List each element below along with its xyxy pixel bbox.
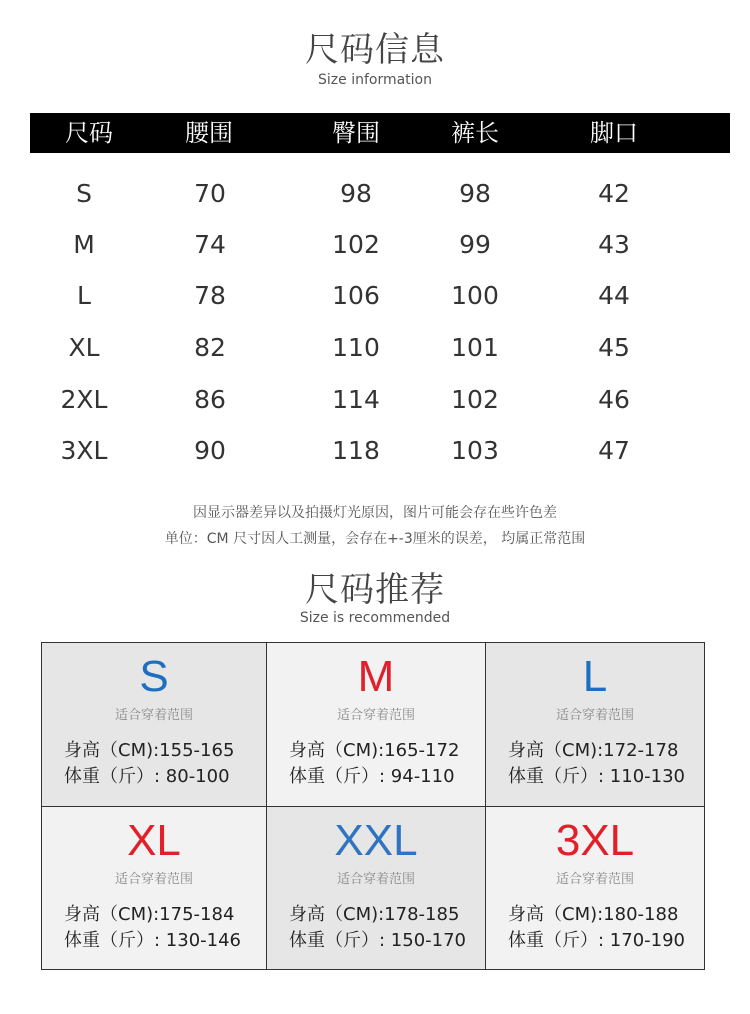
size-letter: XXL bbox=[334, 816, 418, 865]
cell-hip: 110 bbox=[332, 333, 380, 362]
size-letter: XL bbox=[127, 816, 181, 865]
cell-waist: 70 bbox=[194, 179, 226, 208]
height-range: 身高（CM):165-172 bbox=[289, 740, 460, 761]
cell-hip: 106 bbox=[332, 281, 380, 310]
weight-range: 体重（斤）: 150-170 bbox=[289, 930, 466, 951]
size-info-title: 尺码信息 bbox=[305, 30, 445, 70]
size-info-subtitle: Size information bbox=[318, 72, 432, 88]
height-range: 身高（CM):175-184 bbox=[64, 904, 235, 925]
cell-hem: 42 bbox=[598, 179, 630, 208]
size-card-3xl bbox=[486, 807, 704, 969]
cell-waist: 90 bbox=[194, 436, 226, 465]
cell-hip: 114 bbox=[332, 385, 380, 414]
size-recommend-grid bbox=[41, 642, 705, 970]
cell-hip: 98 bbox=[340, 179, 372, 208]
table-row bbox=[0, 328, 750, 368]
weight-range: 体重（斤）: 80-100 bbox=[64, 766, 230, 787]
height-range: 身高（CM):178-185 bbox=[289, 904, 460, 925]
size-card-m bbox=[267, 643, 486, 807]
header-length: 裤长 bbox=[451, 119, 499, 147]
size-table-header bbox=[30, 113, 730, 153]
cell-size: 3XL bbox=[60, 436, 108, 465]
cell-size: M bbox=[73, 230, 95, 259]
height-range: 身高（CM):155-165 bbox=[64, 740, 235, 761]
cell-size: L bbox=[77, 281, 91, 310]
suit-range-label: 适合穿着范围 bbox=[114, 708, 193, 723]
recommend-subtitle: Size is recommended bbox=[299, 610, 451, 626]
cell-hem: 47 bbox=[598, 436, 630, 465]
weight-range: 体重（斤）: 94-110 bbox=[289, 766, 455, 787]
cell-hem: 45 bbox=[598, 333, 630, 362]
height-range: 身高（CM):172-178 bbox=[508, 740, 679, 761]
table-row bbox=[0, 276, 750, 316]
cell-hip: 102 bbox=[332, 230, 380, 259]
height-range: 身高（CM):180-188 bbox=[508, 904, 679, 925]
weight-range: 体重（斤）: 170-190 bbox=[508, 930, 685, 951]
table-row bbox=[0, 431, 750, 471]
cell-length: 100 bbox=[451, 281, 499, 310]
header-hem: 脚口 bbox=[590, 119, 638, 147]
cell-waist: 74 bbox=[194, 230, 226, 259]
suit-range-label: 适合穿着范围 bbox=[555, 708, 634, 723]
suit-range-label: 适合穿着范围 bbox=[555, 872, 634, 887]
table-row bbox=[0, 380, 750, 420]
size-card-s bbox=[42, 643, 267, 807]
cell-waist: 86 bbox=[194, 385, 226, 414]
suit-range-label: 适合穿着范围 bbox=[336, 872, 415, 887]
header-size: 尺码 bbox=[65, 119, 113, 147]
header-hip: 臀围 bbox=[332, 119, 380, 147]
cell-hem: 46 bbox=[598, 385, 630, 414]
color-difference-note: 因显示器差异以及拍摄灯光原因，图片可能会存在些许色差 bbox=[193, 505, 557, 521]
table-row bbox=[0, 225, 750, 265]
weight-range: 体重（斤）: 110-130 bbox=[508, 766, 685, 787]
cell-waist: 78 bbox=[194, 281, 226, 310]
cell-size: 2XL bbox=[60, 385, 108, 414]
size-letter: M bbox=[357, 652, 395, 701]
suit-range-label: 适合穿着范围 bbox=[114, 872, 193, 887]
measurement-note: 单位：CM 尺寸因人工测量，会存在+-3厘米的误差， 均属正常范围 bbox=[164, 531, 586, 547]
header-waist: 腰围 bbox=[185, 119, 233, 147]
size-letter: S bbox=[139, 652, 169, 701]
cell-hem: 44 bbox=[598, 281, 630, 310]
cell-length: 98 bbox=[459, 179, 491, 208]
cell-size: XL bbox=[68, 333, 100, 362]
cell-length: 99 bbox=[459, 230, 491, 259]
size-card-l bbox=[486, 643, 704, 807]
suit-range-label: 适合穿着范围 bbox=[336, 708, 415, 723]
cell-waist: 82 bbox=[194, 333, 226, 362]
recommend-title: 尺码推荐 bbox=[305, 570, 445, 610]
size-letter: L bbox=[582, 652, 608, 701]
cell-hip: 118 bbox=[332, 436, 380, 465]
cell-length: 103 bbox=[451, 436, 499, 465]
weight-range: 体重（斤）: 130-146 bbox=[64, 930, 241, 951]
size-card-xxl bbox=[267, 807, 486, 969]
cell-size: S bbox=[76, 179, 92, 208]
cell-hem: 43 bbox=[598, 230, 630, 259]
table-row bbox=[0, 174, 750, 214]
size-letter: 3XL bbox=[555, 816, 635, 865]
cell-length: 101 bbox=[451, 333, 499, 362]
cell-length: 102 bbox=[451, 385, 499, 414]
size-card-xl bbox=[42, 807, 267, 969]
